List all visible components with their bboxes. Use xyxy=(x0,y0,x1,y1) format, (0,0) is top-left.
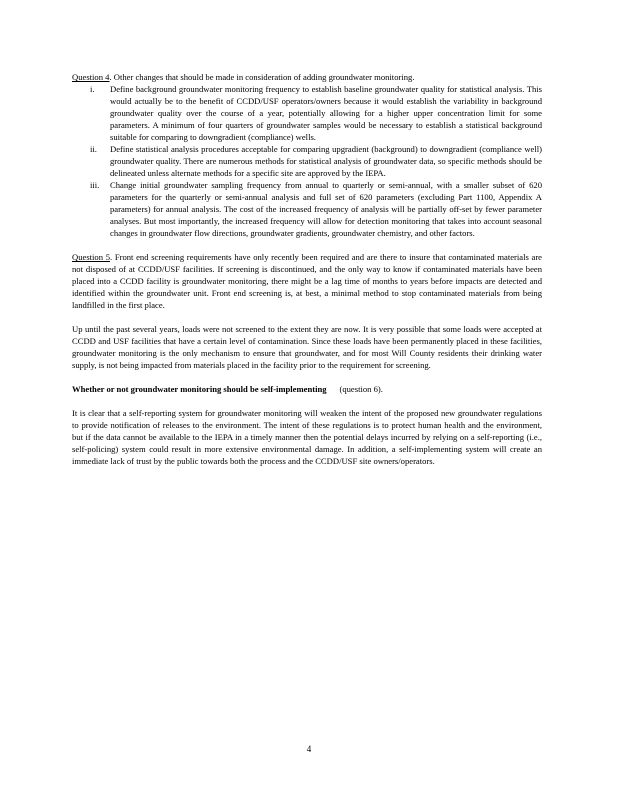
list-item xyxy=(72,83,542,143)
list-item-number: ii. xyxy=(90,144,97,154)
question-4-intro-text: . Other changes that should be made in consideration of adding groundwater monitoring. xyxy=(109,72,415,82)
question-5-label: Question 5 xyxy=(72,252,110,262)
document-body xyxy=(72,71,542,467)
page-number: 4 xyxy=(306,744,312,754)
list-item xyxy=(72,143,542,179)
question-5-paragraph-2 xyxy=(72,323,542,371)
question-6-heading: Whether or not groundwater monitoring should be self-implementing xyxy=(72,384,327,394)
question-5-text: . Front end screening requirements have only recently been required and are there to insure that contaminated materials are not disposed of at CCDD/USF facilities. If screening is discontinued, and the only way to know if contaminated materials have been placed into a CCDD facility is groundwater monitoring, there might be a lag time of months to years before impacts are detected and identified within the groundwater unit. Front end screening is, at best, a minimal method to stop contaminated materials from being landfilled in the first place. xyxy=(72,252,542,310)
question-5-paragraph-2-text: Up until the past several years, loads were not screened to the extent they are now. It is very possible that some loads were accepted at CCDD and USF facilities that have a certain level of contamination. Since these loads have been permanently placed in these facilities, groundwater monitoring is the only mechanism to ensure that groundwater, and for most Will County residents their drinking water supply, is not being impacted from materials placed in the facility prior to the requirement for screening. xyxy=(72,324,542,370)
list-item xyxy=(72,179,542,239)
question-5-paragraph-1 xyxy=(72,251,542,311)
question-4-intro xyxy=(72,71,542,83)
list-item-number: i. xyxy=(90,84,95,94)
list-item-number: iii. xyxy=(90,180,100,190)
question-6-heading-line xyxy=(72,383,542,395)
question-4-label: Question 4 xyxy=(72,72,110,82)
list-item-text: Define background groundwater monitoring frequency to establish baseline groundwater quality for statistical analysis. This would actually be to the benefit of CCDD/USF operators/owners because it would establish the variability in background groundwater quality over the course of a year, potentially allowing for a higher upper concentration limit for some parameters. A minimum of four quarters of groundwater samples would be necessary to establish a statistical background suitable for comparing to downgradient (compliance) wells. xyxy=(110,84,542,142)
question-6-paragraph-text: It is clear that a self-reporting system for groundwater monitoring will weaken the intent of the proposed new groundwater regulations to provide notification of releases to the environment. The intent of these regulations is to protect human health and the environment, but if the data cannot be available to the IEPA in a timely manner then the potential delays incurred by relying on a self-reporting (i.e., self-policing) system could result in more extensive environmental damage. In addition, a self-implementing system will create an immediate lack of trust by the public towards both the process and the CCDD/USF site owners/operators. xyxy=(72,408,542,466)
question-4-list xyxy=(72,83,542,239)
list-item-text: Change initial groundwater sampling frequency from annual to quarterly or semi-annual, with a smaller subset of 620 parameters for the quarterly or semi-annual analysis and full set of 620 parameters (excluding Part 1100, Appendix A parameters) for annual analysis. The cost of the increased frequency of analysis will be partially off-set by fewer parameter analyses. But most importantly, the increased frequency will allow for detection monitoring that takes into account seasonal changes in groundwater flow directions, groundwater gradients, groundwater chemistry, and other factors. xyxy=(110,180,542,238)
question-6-paragraph xyxy=(72,407,542,467)
question-6-ref: (question 6). xyxy=(339,384,383,394)
list-item-text: Define statistical analysis procedures acceptable for comparing upgradient (background) to downgradient (compliance well) groundwater quality. There are numerous methods for statistical analysis of groundwater data, so specific methods should be delineated unless alternate methods for a specific site are approved by the IEPA. xyxy=(110,144,542,178)
